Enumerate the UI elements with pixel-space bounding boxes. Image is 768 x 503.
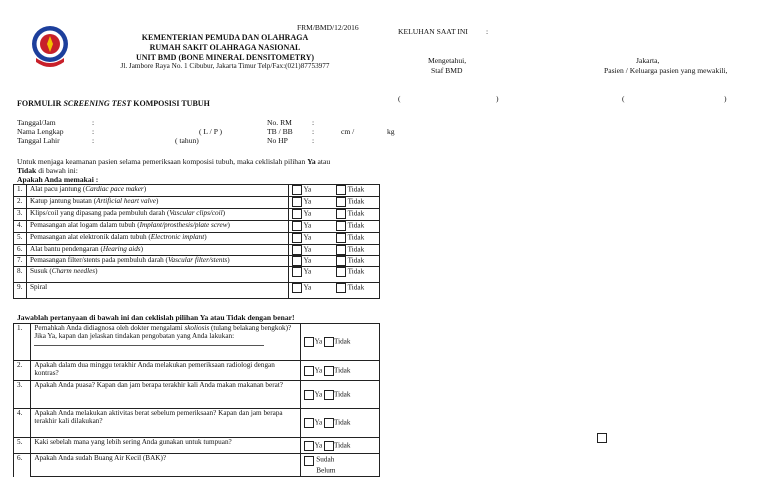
row-number: 6. [14,454,31,477]
field-tbbb: TB / BB [267,127,293,136]
tidak-label: Tidak [333,418,351,427]
tidak-checkbox[interactable] [336,197,346,207]
answer-line [34,345,264,346]
header-hospital: RUMAH SAKIT OLAHRAGA NASIONAL [149,43,301,52]
device-label: Klips/coil yang dipasang pada pembuluh darah (Vascular clips/coil) [27,209,289,221]
ya-label: Ya [314,366,323,375]
header-address: Jl. Jambore Raya No. 1 Cibubur, Jakarta Timur Telp/Fax:(021)87753977 [120,62,330,70]
device-label: Pemasangan filter/stents pada pembuluh darah (Vascular filter/stents) [27,256,289,267]
row-number: 3. [14,381,31,409]
ya-checkbox[interactable] [304,366,314,376]
row-number: 1. [14,185,27,197]
staf-label: Staf BMD [431,66,463,75]
ya-cell [289,283,334,299]
device-row [14,185,380,197]
header-unit: UNIT BMD (BONE MINERAL DENSITOMETRY) [135,53,315,62]
ya-checkbox[interactable] [292,185,302,195]
device-row [14,209,380,221]
tidak-label: Tidak [347,185,365,194]
tidak-cell [333,221,380,233]
intro-text-2: Tidak di bawah ini: [17,166,78,175]
signature-open-left: ( [398,94,401,103]
form-code: FRM/BMD/12/2016 [297,23,359,32]
kemenpora-logo [30,24,70,72]
ya-label: Ya [314,418,323,427]
row-number: 3. [14,209,27,221]
ya-checkbox[interactable] [292,209,302,219]
ya-cell [289,209,334,221]
ya-checkbox[interactable] [304,418,314,428]
colon: : [312,127,315,136]
ya-checkbox[interactable] [292,245,302,255]
field-nohp: No HP [267,136,288,145]
sudah-label: Sudah [316,455,335,464]
questions-heading: Jawablah pertanyaan di bawah ini dan ceklislah pilihan Ya atau Tidak dengan benar! [17,313,295,322]
device-label: Alat pacu jantung (Cardiac pace maker) [27,185,289,197]
signature-close-right: ) [724,94,727,103]
row-number: 8. [14,267,27,283]
row-number: 2. [14,361,31,381]
ya-checkbox[interactable] [292,267,302,277]
tidak-cell [333,197,380,209]
row-number: 1. [14,324,31,361]
questions-table [13,323,380,477]
tidak-label: Tidak [347,256,365,265]
question-row [14,381,380,409]
tidak-checkbox[interactable] [324,366,334,376]
ya-cell [289,185,334,197]
row-number: 2. [14,197,27,209]
question-row [14,438,380,454]
tidak-checkbox[interactable] [336,283,346,293]
tidak-label: Tidak [333,441,351,450]
row-number: 5. [14,233,27,245]
question-text: Apakah dalam dua minggu terakhir Anda melakukan pemeriksaan radiologi dengan kontras? [31,361,301,381]
tidak-label: Tidak [347,245,365,254]
field-lahir: Tanggal Lahir [17,136,60,145]
ya-cell [289,233,334,245]
form-title: FORMULIR SCREENING TEST KOMPOSISI TUBUH [17,99,210,108]
tidak-label: Tidak [347,197,365,206]
answer-cell [301,409,380,438]
age-label: ( tahun) [175,136,199,145]
tidak-label: Tidak [347,221,365,230]
tidak-checkbox[interactable] [336,256,346,266]
kg-unit: kg [387,127,395,136]
cm-unit: cm / [341,127,355,136]
tidak-checkbox[interactable] [336,267,346,277]
device-row [14,197,380,209]
row-number: 9. [14,283,27,299]
row-number: 4. [14,221,27,233]
ya-label: Ya [303,185,312,194]
answer-cell [301,361,380,381]
signature-open-right: ( [622,94,625,103]
keluhan-label: KELUHAN SAAT INI [398,27,468,36]
device-row [14,256,380,267]
device-label: Susuk (Charm needles) [27,267,289,283]
question-row [14,324,380,361]
ya-label: Ya [303,233,312,242]
ya-label: Ya [303,209,312,218]
sudah-checkbox[interactable] [304,456,314,466]
ya-label: Ya [303,267,312,276]
device-row [14,267,380,283]
tidak-cell [333,233,380,245]
mengetahui-label: Mengetahui, [428,56,467,65]
ya-checkbox[interactable] [304,390,314,400]
question-text: Apakah Anda sudah Buang Air Kecil (BAK)? [31,454,301,477]
answer-cell [301,324,380,361]
ya-cell [289,197,334,209]
ya-label: Ya [303,283,312,292]
device-row [14,233,380,245]
device-label: Spiral [27,283,289,299]
question-row [14,409,380,438]
ya-label: Ya [314,337,323,346]
row-number: 5. [14,438,31,454]
device-label: Pemasangan alat logam dalam tubuh (Implant/prosthesis/plate screw) [27,221,289,233]
ya-cell [289,221,334,233]
colon: : [92,118,95,127]
ya-checkbox[interactable] [304,441,314,451]
jakarta-label: Jakarta, [636,56,660,65]
ya-checkbox[interactable] [292,256,302,266]
signature-close-left: ) [496,94,499,103]
tidak-checkbox[interactable] [324,337,334,347]
colon: : [92,136,95,145]
apakah-heading: Apakah Anda memakai : [17,175,99,184]
tidak-label: Tidak [347,209,365,218]
ya-checkbox[interactable] [292,283,302,293]
ya-checkbox[interactable] [292,233,302,243]
ya-label: Ya [314,441,323,450]
belum-label: Belum [316,466,336,475]
device-label: Katup jantung buatan (Artificial heart valve) [27,197,289,209]
ya-label: Ya [303,256,312,265]
device-row [14,221,380,233]
intro-text: Untuk menjaga keamanan pasien selama pemeriksaan komposisi tubuh, maka ceklislah pilihan Ya atau [17,157,331,166]
tidak-checkbox[interactable] [336,233,346,243]
tidak-label: Tidak [333,390,351,399]
row-number: 7. [14,256,27,267]
tidak-cell [333,245,380,256]
answer-cell [301,454,380,477]
ya-label: Ya [303,221,312,230]
ya-label: Ya [314,390,323,399]
question-text: Pernahkah Anda didiagnosa oleh dokter mengalami skoliosis (tulang belakang bengkok)? Jika Ya, kapan dan jelaskan tindakan pengobatan yang Anda lakukan: [31,324,301,361]
device-row [14,283,380,299]
ya-cell [289,256,334,267]
ya-cell [289,245,334,256]
row-number: 6. [14,245,27,256]
tidak-cell [333,283,380,299]
tidak-checkbox[interactable] [336,209,346,219]
tidak-label: Tidak [347,267,365,276]
answer-cell [301,381,380,409]
tidak-cell [333,209,380,221]
question-text: Kaki sebelah mana yang lebih sering Anda gunakan untuk tumpuan? [31,438,301,454]
ya-label: Ya [303,245,312,254]
tidak-cell [333,256,380,267]
extra-checkbox[interactable] [597,433,607,443]
tidak-checkbox[interactable] [336,245,346,255]
answer-cell [301,438,380,454]
tidak-label: Tidak [333,337,351,346]
device-label: Pemasangan alat elektronik dalam tubuh (Electronic implant) [27,233,289,245]
colon: : [92,127,95,136]
question-text: Apakah Anda puasa? Kapan dan jam berapa terakhir kali Anda makan makanan berat? [31,381,301,409]
field-nama: Nama Lengkap [17,127,64,136]
ya-checkbox[interactable] [292,197,302,207]
tidak-label: Tidak [347,283,365,292]
row-number: 4. [14,409,31,438]
tidak-checkbox[interactable] [324,441,334,451]
tidak-checkbox[interactable] [336,221,346,231]
colon: : [312,136,315,145]
ya-label: Ya [303,197,312,206]
tidak-checkbox[interactable] [324,418,334,428]
ya-checkbox[interactable] [304,337,314,347]
tidak-checkbox[interactable] [336,185,346,195]
header-ministry: KEMENTERIAN PEMUDA DAN OLAHRAGA [141,33,309,42]
tidak-label: Tidak [347,233,365,242]
gender-label: ( L / P ) [199,127,223,136]
field-norm: No. RM [267,118,292,127]
tidak-cell [333,185,380,197]
tidak-checkbox[interactable] [324,390,334,400]
tidak-label: Tidak [333,366,351,375]
device-label: Alat bantu pendengaran (Hearing aids) [27,245,289,256]
device-row [14,245,380,256]
devices-table [13,184,380,299]
question-row [14,454,380,477]
pasien-label: Pasien / Keluarga pasien yang mewakili, [604,66,728,75]
colon: : [312,118,315,127]
ya-cell [289,267,334,283]
ya-checkbox[interactable] [292,221,302,231]
tidak-cell [333,267,380,283]
keluhan-colon: : [486,27,489,36]
question-row [14,361,380,381]
field-tanggal: Tanggal/Jam [17,118,56,127]
question-text: Apakah Anda melakukan aktivitas berat sebelum pemeriksaan? Kapan dan jam berapa terakhir kali dilakukan? [31,409,301,438]
